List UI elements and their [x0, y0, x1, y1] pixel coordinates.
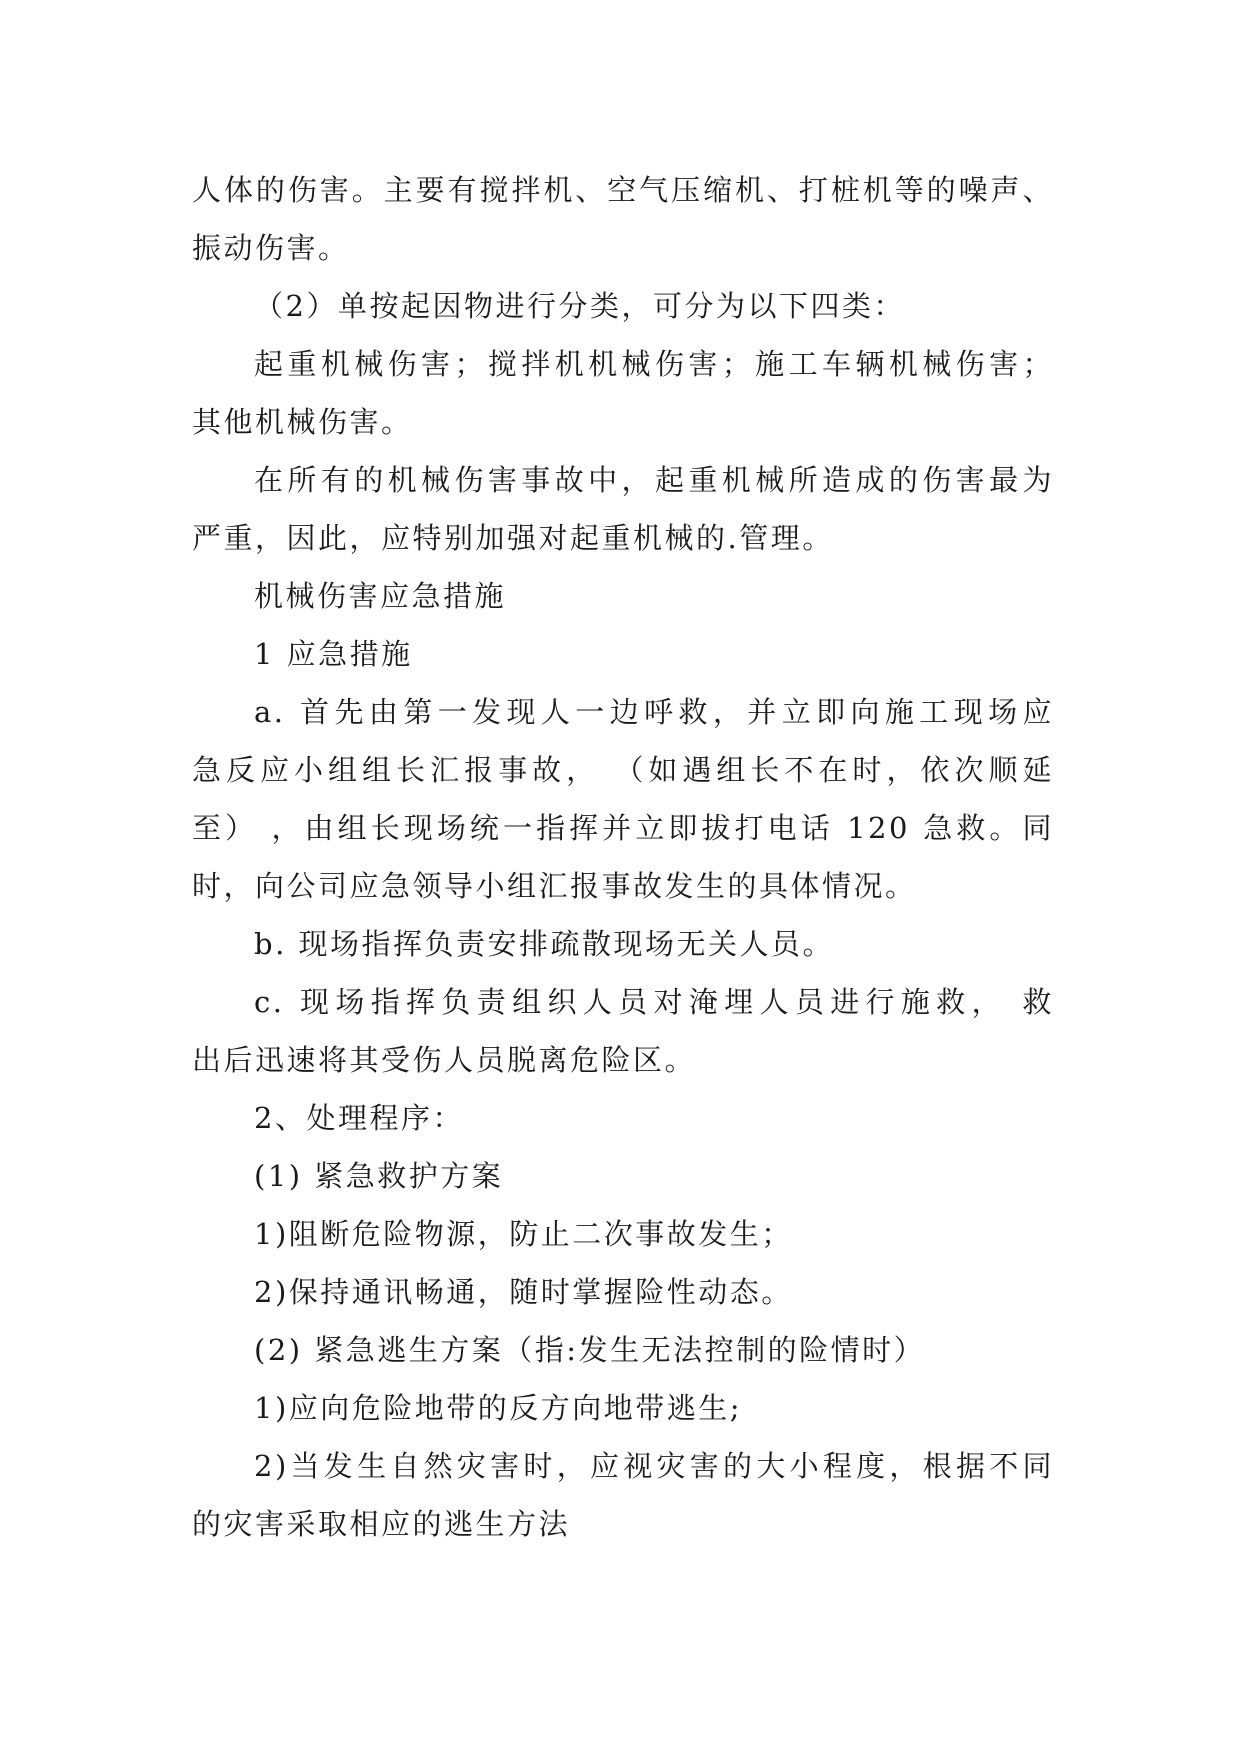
paragraph-line: a. 首先由第一发现人一边呼救，并立即向施工现场应 — [254, 695, 1054, 729]
list-item: 2)当发生自然灾害时，应视灾害的大小程度，根据不同 — [254, 1449, 1054, 1483]
section-heading: 2、处理程序： — [254, 1101, 464, 1135]
paragraph-line: （2）单按起因物进行分类，可分为以下四类： — [254, 289, 905, 323]
paragraph-line: c. 现场指挥负责组织人员对淹埋人员进行施救， 救 — [254, 985, 1054, 1019]
subsection-heading: (1) 紧急救护方案 — [254, 1159, 504, 1193]
paragraph-line: 出后迅速将其受伤人员脱离危险区。 — [192, 1043, 697, 1077]
section-heading: 1 应急措施 — [254, 637, 413, 671]
paragraph-line: 振动伤害。 — [192, 231, 350, 265]
paragraph-line: b. 现场指挥负责安排疏散现场无关人员。 — [254, 927, 835, 961]
document-body — [192, 161, 1054, 1553]
paragraph-line: 急反应小组组长汇报事故， （如遇组长不在时，依次顺延 — [192, 753, 1054, 787]
paragraph-line: 时，向公司应急领导小组汇报事故发生的具体情况。 — [192, 869, 917, 903]
section-heading: 机械伤害应急措施 — [254, 579, 507, 613]
paragraph-line: 人体的伤害。主要有搅拌机、空气压缩机、打桩机等的噪声、 — [192, 173, 1054, 207]
list-item: 2)保持通讯畅通，随时掌握险性动态。 — [254, 1275, 793, 1309]
list-item: 1)阻断危险物源，防止二次事故发生； — [254, 1217, 793, 1251]
paragraph-line: 起重机械伤害；搅拌机机械伤害；施工车辆机械伤害； — [254, 347, 1054, 381]
paragraph-line: 在所有的机械伤害事故中，起重机械所造成的伤害最为 — [254, 463, 1054, 497]
paragraph-line: 严重，因此，应特别加强对起重机械的.管理。 — [192, 521, 834, 555]
paragraph-line: 至） ，由组长现场统一指挥并立即拔打电话 120 急救。同 — [192, 811, 1054, 845]
subsection-heading: (2) 紧急逃生方案（指:发生无法控制的险情时） — [254, 1333, 926, 1367]
list-item: 的灾害采取相应的逃生方法 — [192, 1507, 571, 1541]
list-item: 1)应向危险地带的反方向地带逃生; — [254, 1391, 743, 1425]
paragraph-line: 其他机械伤害。 — [192, 405, 413, 439]
